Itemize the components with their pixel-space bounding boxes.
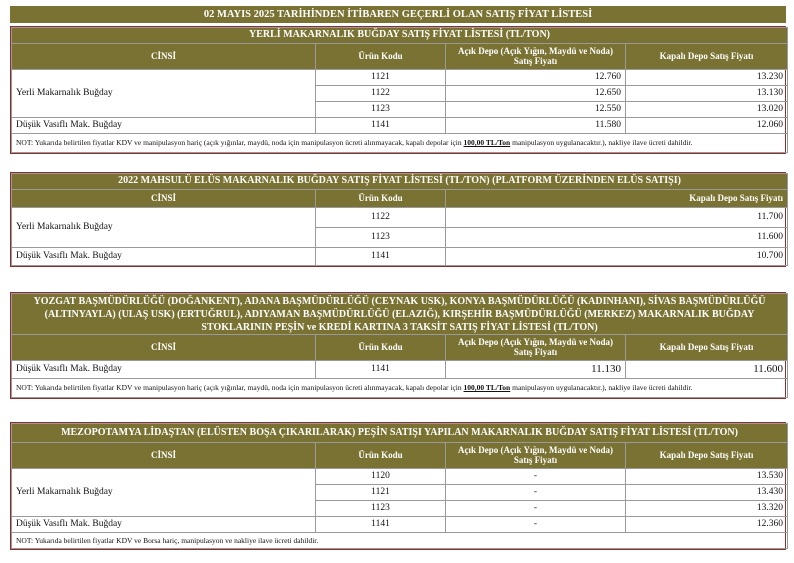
closed-price: 13.020 — [626, 102, 788, 118]
product-code: 1141 — [316, 517, 446, 533]
main-title: 02 MAYIS 2025 TARİHİNDEN İTİBAREN GEÇERLİ OLAN SATIŞ FİYAT LİSTESİ — [10, 6, 786, 23]
table-row — [12, 361, 788, 379]
table-row — [12, 70, 788, 86]
product-code: 1122 — [316, 208, 446, 228]
product-code: 1120 — [316, 469, 446, 485]
header-kapali: Kapalı Depo Satış Fiyatı — [626, 443, 788, 469]
table-mezopotamya — [10, 422, 786, 550]
header-acik: Açık Depo (Açık Yığın, Maydü ve Noda) Satış Fiyatı — [446, 44, 626, 70]
table-yerli-makarnalik — [10, 26, 786, 154]
product-code: 1122 — [316, 86, 446, 102]
header-kod: Ürün Kodu — [316, 335, 446, 361]
product-group: Yerli Makarnalık Buğday — [12, 70, 316, 118]
product-code: 1123 — [316, 501, 446, 517]
product-name: Düşük Vasıflı Mak. Buğday — [12, 361, 316, 379]
table-title: MEZOPOTAMYA LİDAŞTAN (ELÜSTEN BOŞA ÇIKARILARAK) PEŞİN SATIŞI YAPILAN MAKARNALIK BUĞDAY SATIŞ FİYAT LİSTESİ (TL/TON) — [12, 424, 788, 443]
closed-price: 13.130 — [626, 86, 788, 102]
closed-price: 10.700 — [446, 248, 788, 266]
open-price: 12.760 — [446, 70, 626, 86]
table-row — [12, 248, 788, 266]
product-code: 1121 — [316, 70, 446, 86]
product-code: 1123 — [316, 228, 446, 248]
table-title: YERLİ MAKARNALIK BUĞDAY SATIŞ FİYAT LİSTESİ (TL/TON) — [12, 28, 788, 44]
closed-price: 11.600 — [626, 361, 788, 379]
header-kod: Ürün Kodu — [316, 443, 446, 469]
product-code: 1141 — [316, 118, 446, 134]
header-kod: Ürün Kodu — [316, 190, 446, 208]
table-row — [12, 517, 788, 533]
header-cinsi: CİNSİ — [12, 190, 316, 208]
product-name: Düşük Vasıflı Mak. Buğday — [12, 517, 316, 533]
closed-price: 13.320 — [626, 501, 788, 517]
table-title: 2022 MAHSULÜ ELÜS MAKARNALIK BUĞDAY SATIŞ FİYAT LİSTESİ (TL/TON) (PLATFORM ÜZERİNDEN ELÜS SATIŞI) — [12, 174, 788, 190]
table-title: YOZGAT BAŞMÜDÜRLÜĞÜ (DOĞANKENT), ADANA BAŞMÜDÜRLÜĞÜ (CEYNAK USK), KONYA BAŞMÜDÜRLÜĞÜ (KADINHANI), SİVAS BAŞMÜDÜRLÜĞÜ (ALTINYAYLA) (ULAŞ USK) (ERTUĞRUL), ADIYAMAN BAŞMÜDÜRLÜĞÜ (ELAZIĞ), KIRŞEHİR BAŞMÜDÜRLÜĞÜ (MERKEZ) MAKARNALIK BUĞDAY STOKLARININ PEŞİN ve KREDİ KARTINA 3 TAKSİT SATIŞ FİYAT LİSTESİ (TL/TON) — [12, 294, 788, 335]
product-code: 1141 — [316, 361, 446, 379]
closed-price: 13.230 — [626, 70, 788, 86]
open-price: 12.550 — [446, 102, 626, 118]
product-name: Düşük Vasıflı Mak. Buğday — [12, 118, 316, 134]
header-kod: Ürün Kodu — [316, 44, 446, 70]
product-group: Yerli Makarnalık Buğday — [12, 208, 316, 248]
header-kapali: Kapalı Depo Satış Fiyatı — [446, 190, 788, 208]
header-cinsi: CİNSİ — [12, 44, 316, 70]
closed-price: 11.600 — [446, 228, 788, 248]
closed-price: 11.700 — [446, 208, 788, 228]
open-price: 11.130 — [446, 361, 626, 379]
table-elus-makarnalik — [10, 172, 786, 267]
header-acik: Açık Depo (Açık Yığın, Maydü ve Noda) Satış Fiyatı — [446, 443, 626, 469]
table-row — [12, 118, 788, 134]
product-group: Yerli Makarnalık Buğday — [12, 469, 316, 517]
open-price: 12.650 — [446, 86, 626, 102]
header-cinsi: CİNSİ — [12, 335, 316, 361]
table-note: NOT: Yukarıda belirtilen fiyatlar KDV ve manipulasyon hariç (açık yığınlar, maydü, noda için manipulasyon ücreti alınmayacak, kapalı depolar için 100,00 TL/Ton manipulasyon uygulanacaktır.), nakliye ilave ücreti dahildir. — [12, 134, 788, 153]
closed-price: 12.360 — [626, 517, 788, 533]
open-price: - — [446, 485, 626, 501]
table-row — [12, 469, 788, 485]
table-note: NOT: Yukarıda belirtilen fiyatlar KDV ve manipulasyon hariç (açık yığınlar, maydü, noda için manipulasyon ücreti alınmayacak, kapalı depolar için 100,00 TL/Ton manipulasyon uygulanacaktır.), nakliye ilave ücreti dahildir. — [12, 379, 788, 398]
header-acik: Açık Depo (Açık Yığın, Maydü ve Noda) Satış Fiyatı — [446, 335, 626, 361]
table-note: NOT: Yukarıda belirtilen fiyatlar KDV ve Borsa hariç, manipulasyon ve nakliye ilave ücreti dahildir. — [12, 533, 788, 549]
open-price: - — [446, 517, 626, 533]
header-kapali: Kapalı Depo Satış Fiyatı — [626, 335, 788, 361]
header-kapali: Kapalı Depo Satış Fiyatı — [626, 44, 788, 70]
open-price: - — [446, 501, 626, 517]
product-code: 1121 — [316, 485, 446, 501]
product-code: 1123 — [316, 102, 446, 118]
closed-price: 13.530 — [626, 469, 788, 485]
header-cinsi: CİNSİ — [12, 443, 316, 469]
closed-price: 13.430 — [626, 485, 788, 501]
open-price: 11.580 — [446, 118, 626, 134]
table-bolge-stok — [10, 292, 786, 399]
closed-price: 12.060 — [626, 118, 788, 134]
product-name: Düşük Vasıflı Mak. Buğday — [12, 248, 316, 266]
product-code: 1141 — [316, 248, 446, 266]
table-row — [12, 208, 788, 228]
open-price: - — [446, 469, 626, 485]
